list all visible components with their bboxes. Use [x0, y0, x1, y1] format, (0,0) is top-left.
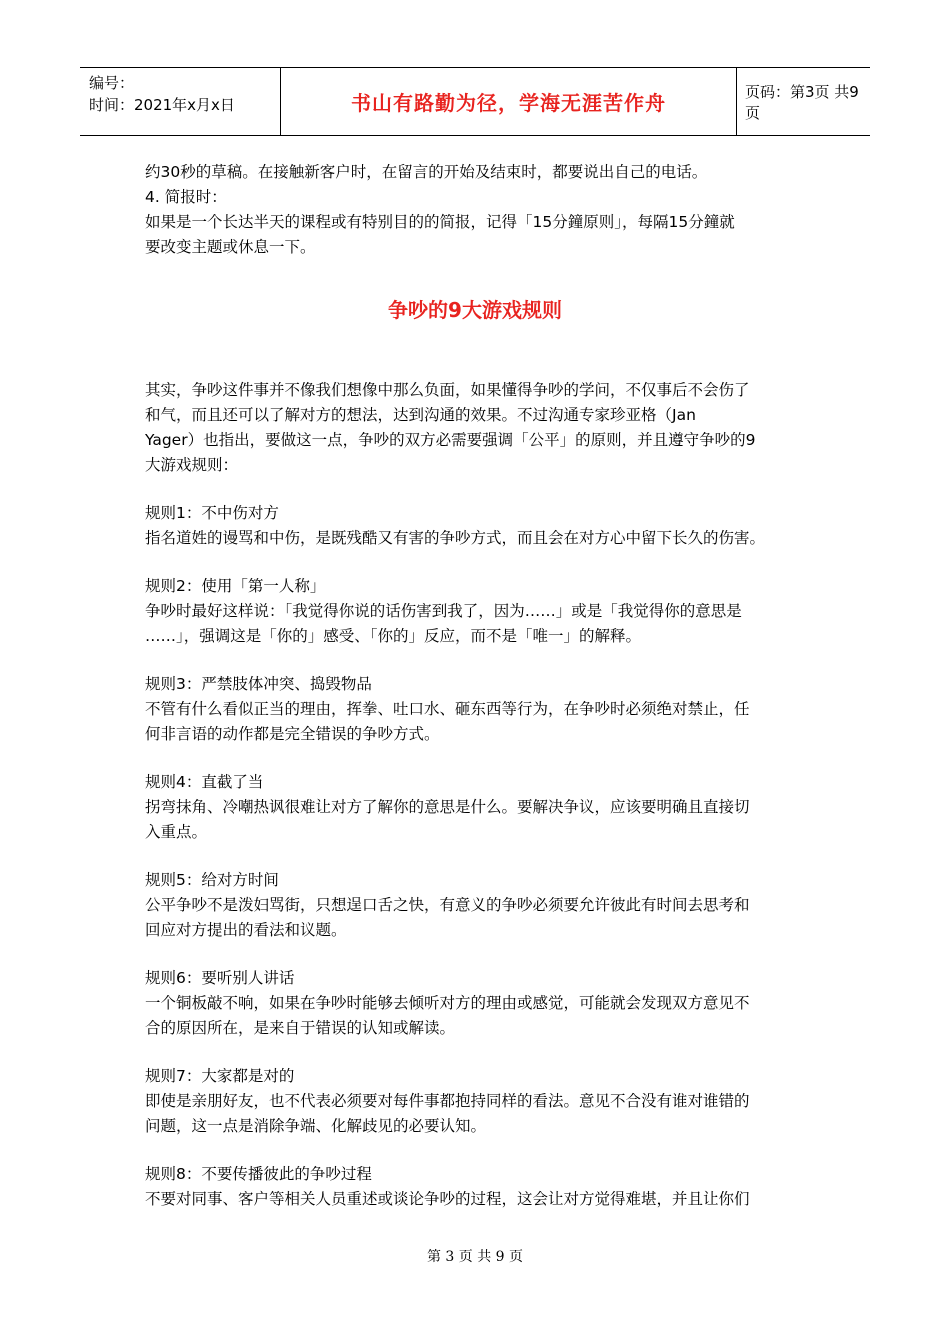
rule-text: 合的原因所在，是来自于错误的认知或解读。 — [145, 1019, 456, 1037]
intro-line: 约30秒的草稿。在接触新客户时，在留言的开始及结束时，都要说出自己的电话。 — [145, 163, 708, 181]
rule-title: 规则6：要听别人讲话 — [145, 969, 295, 987]
rule-title: 规则8：不要传播彼此的争吵过程 — [145, 1165, 372, 1183]
document-number-label: 编号： — [89, 74, 135, 92]
rule-title: 规则3：严禁肢体冲突、捣毁物品 — [145, 675, 372, 693]
rule-text: 入重点。 — [145, 823, 208, 841]
rule-text: 不管有什么看似正当的理由，挥拳、吐口水、砸东西等行为，在争吵时必须绝对禁止，任 — [145, 700, 750, 718]
lead-line: 大游戏规则： — [145, 456, 239, 474]
rule-title: 规则1：不中伤对方 — [145, 504, 279, 522]
lead-line: 和气，而且还可以了解对方的想法，达到沟通的效果。不过沟通专家珍亚格（Jan — [145, 406, 696, 424]
rule-text: 拐弯抹角、冷嘲热讽很难让对方了解你的意思是什么。要解决争议，应该要明确且直接切 — [145, 798, 750, 816]
rule-text: 问题，这一点是消除争端、化解歧见的必要认知。 — [145, 1117, 487, 1135]
intro-line: 要改变主题或休息一下。 — [145, 238, 316, 256]
intro-line: 如果是一个长达半天的课程或有特别目的的简报，记得「15分鐘原则」，每隔15分鐘就 — [145, 213, 735, 231]
intro-line: 4. 简报时： — [145, 188, 227, 206]
rule-title: 规则2：使用「第一人称」 — [145, 577, 326, 595]
rule-text: 不要对同事、客户等相关人员重述或谈论争吵的过程，这会让对方觉得难堪，并且让你们 — [145, 1190, 750, 1208]
lead-line: 其实，争吵这件事并不像我们想像中那么负面，如果懂得争吵的学问，不仅事后不会伤了 — [145, 381, 750, 399]
rule-text: 即使是亲朋好友，也不代表必须要对每件事都抱持同样的看法。意见不合没有谁对谁错的 — [145, 1092, 750, 1110]
document-time-label: 时间：2021年x月x日 — [89, 96, 235, 114]
rule-text: 回应对方提出的看法和议题。 — [145, 921, 347, 939]
header-info-cell — [80, 68, 281, 135]
header-page-label: 页码：第3页 共9页 — [745, 82, 859, 122]
rule-text: 何非言语的动作都是完全错误的争吵方式。 — [145, 725, 440, 743]
rule-title: 规则7：大家都是对的 — [145, 1067, 295, 1085]
rule-title: 规则4：直截了当 — [145, 773, 264, 791]
rule-text: 公平争吵不是泼妇骂街，只想逞口舌之快，有意义的争吵必须要允许彼此有时间去思考和 — [145, 896, 750, 914]
rule-text: 指名道姓的谩骂和中伤，是既残酷又有害的争吵方式，而且会在对方心中留下长久的伤害。 — [145, 529, 766, 547]
document-body — [145, 160, 815, 1212]
header-motto-cell — [281, 68, 737, 135]
header-page-cell — [737, 68, 870, 135]
lead-line: Yager）也指出，要做这一点，争吵的双方必需要强调「公平」的原则，并且遵守争吵的9 — [145, 431, 756, 449]
page-footer: 第 3 页 共 9 页 — [426, 1249, 524, 1265]
rule-text: ……」，强调这是「你的」感受、「你的」反应，而不是「唯一」的解释。 — [145, 627, 642, 645]
section-title: 争吵的9大游戏规则 — [388, 298, 562, 322]
rule-title: 规则5：给对方时间 — [145, 871, 279, 889]
page-header — [80, 67, 870, 136]
rule-text: 争吵时最好这样说：「我觉得你说的话伤害到我了，因为……」或是「我觉得你的意思是 — [145, 602, 742, 620]
rule-text: 一个铜板敲不响，如果在争吵时能够去倾听对方的理由或感觉，可能就会发现双方意见不 — [145, 994, 750, 1012]
header-motto: 书山有路勤为径，学海无涯苦作舟 — [351, 91, 666, 115]
